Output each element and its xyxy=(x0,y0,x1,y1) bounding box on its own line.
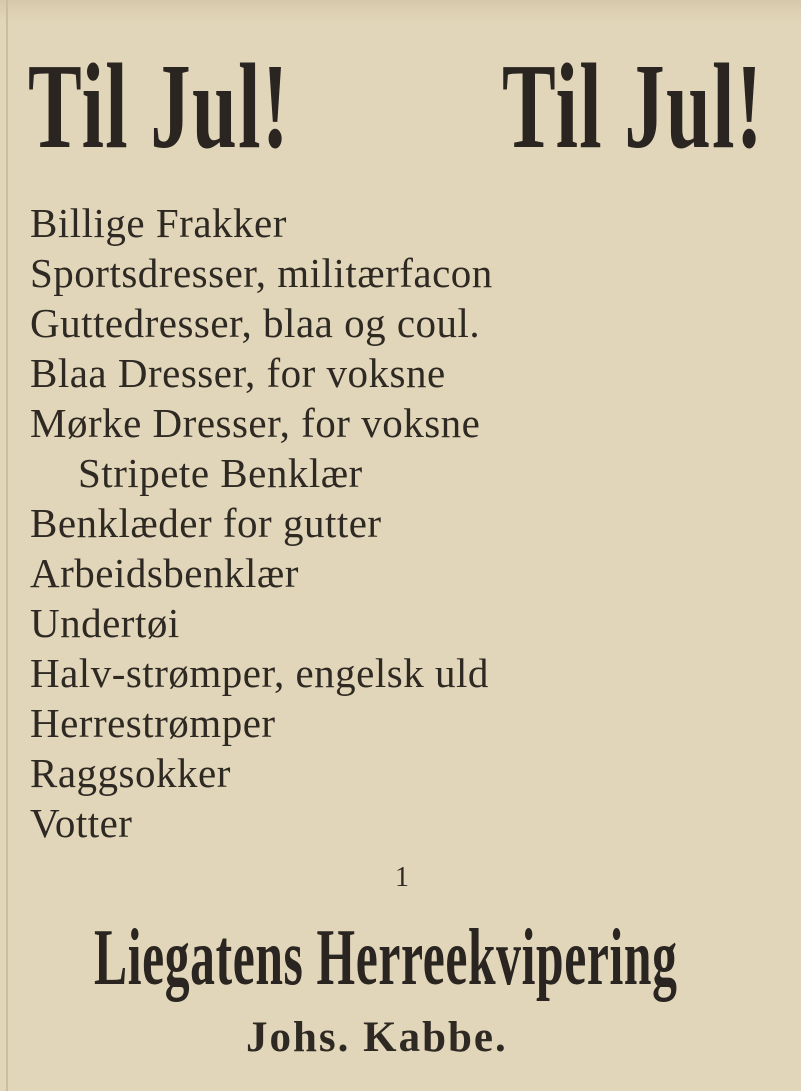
product-item: Halv-strømper, engelsk uld xyxy=(30,650,489,696)
product-item: Stripete Benklær xyxy=(78,450,363,496)
product-item: Arbeidsbenklær xyxy=(30,550,299,596)
product-item: Blaa Dresser, for voksne xyxy=(30,350,446,396)
product-item: Guttedresser, blaa og coul. xyxy=(30,300,481,346)
product-item: Mørke Dresser, for voksne xyxy=(30,400,481,446)
shop-name: Liegatens Herreekvipering xyxy=(94,914,678,1002)
product-item: Raggsokker xyxy=(30,750,231,796)
product-item: Votter xyxy=(30,800,133,846)
product-item: Sportsdresser, militærfacon xyxy=(30,250,493,296)
left-border xyxy=(6,0,8,1091)
product-list xyxy=(30,198,493,848)
product-item: Benklæder for gutter xyxy=(30,500,382,546)
proprietor-name: Johs. Kabbe. xyxy=(246,1014,508,1061)
ad-number: 1 xyxy=(395,862,409,893)
product-item: Billige Frakker xyxy=(30,200,287,246)
headline-left: Til Jul! xyxy=(28,39,290,174)
top-border xyxy=(0,0,801,22)
headline-right: Til Jul! xyxy=(502,39,764,174)
product-item: Undertøi xyxy=(30,600,180,646)
product-item: Herrestrømper xyxy=(30,700,276,746)
